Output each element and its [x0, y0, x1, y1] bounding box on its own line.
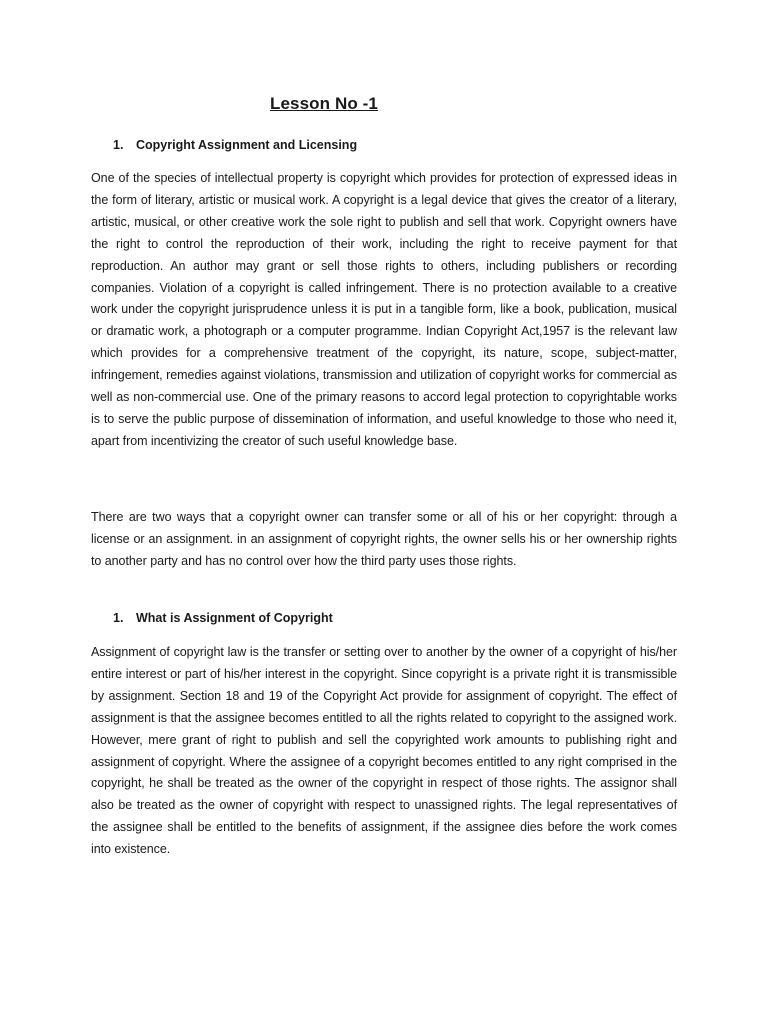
paragraph-assignment-definition: Assignment of copyright law is the transfer or setting over to another by the owner of a copyright of his/her entire interest or part of his/her interest in the copyright. Since copyright is a private right it is transmissible by assignment. Section 18 and 19 of the Copyright Act provide for assignment of copyright. The effect of assignment is that the assignee becomes entitled to all the rights related to copyright to the assigned work. However, mere grant of right to publish and sell the copyrighted work amounts to publishing right and assignment of copyright. Where the assignee of a copyright becomes entitled to any right comprised in the copyright, he shall be treated as the owner of the copyright in respect of those rights. The assignor shall also be treated as the owner of copyright with respect to unassigned rights. The legal representatives of the assignee shall be entitled to the benefits of assignment, if the assignee dies before the work comes into existence. — [91, 645, 677, 857]
page-title: Lesson No -1 — [270, 94, 378, 113]
paragraph-intro: One of the species of intellectual property is copyright which provides for protection of expressed ideas in the form of literary, artistic or musical work. A copyright is a legal device that gives the creator of a literary, artistic, musical, or other creative work the sole right to publish and sell that work. Copyright owners have the right to control the reproduction of their work, including the right to receive payment for that reproduction. An author may grant or sell those rights to others, including publishers or recording companies. Violation of a copyright is called infringement. There is no protection available to a creative work under the copyright jurisprudence unless it is put in a tangible form, like a book, publication, musical or dramatic work, a photograph or a computer programme. Indian Copyright Act,1957 is the relevant law which provides for a comprehensive treatment of the copyright, its nature, scope, subject-matter, infringement, remedies against violations, transmission and utilization of copyright works for commercial as well as non-commercial use. One of the primary reasons to accord legal protection to copyrightable works is to serve the public purpose of dissemination of information, and useful knowledge to those who need it, apart from incentivizing the creator of such useful knowledge base. — [91, 171, 677, 448]
section-number: 1. — [113, 611, 124, 625]
section-heading-text: What is Assignment of Copyright — [136, 611, 333, 625]
section-heading-text: Copyright Assignment and Licensing — [136, 138, 358, 152]
section-heading-what-is-assignment — [113, 610, 333, 626]
section-number: 1. — [113, 138, 124, 152]
paragraph-transfer-ways: There are two ways that a copyright owner can transfer some or all of his or her copyright: through a license or an assignment. in an assignment of copyright rights, the owner sells his or her ownership rights to another party and has no control over how the third party uses those rights. — [91, 510, 677, 568]
section-heading-copyright-assignment-licensing — [113, 137, 357, 153]
